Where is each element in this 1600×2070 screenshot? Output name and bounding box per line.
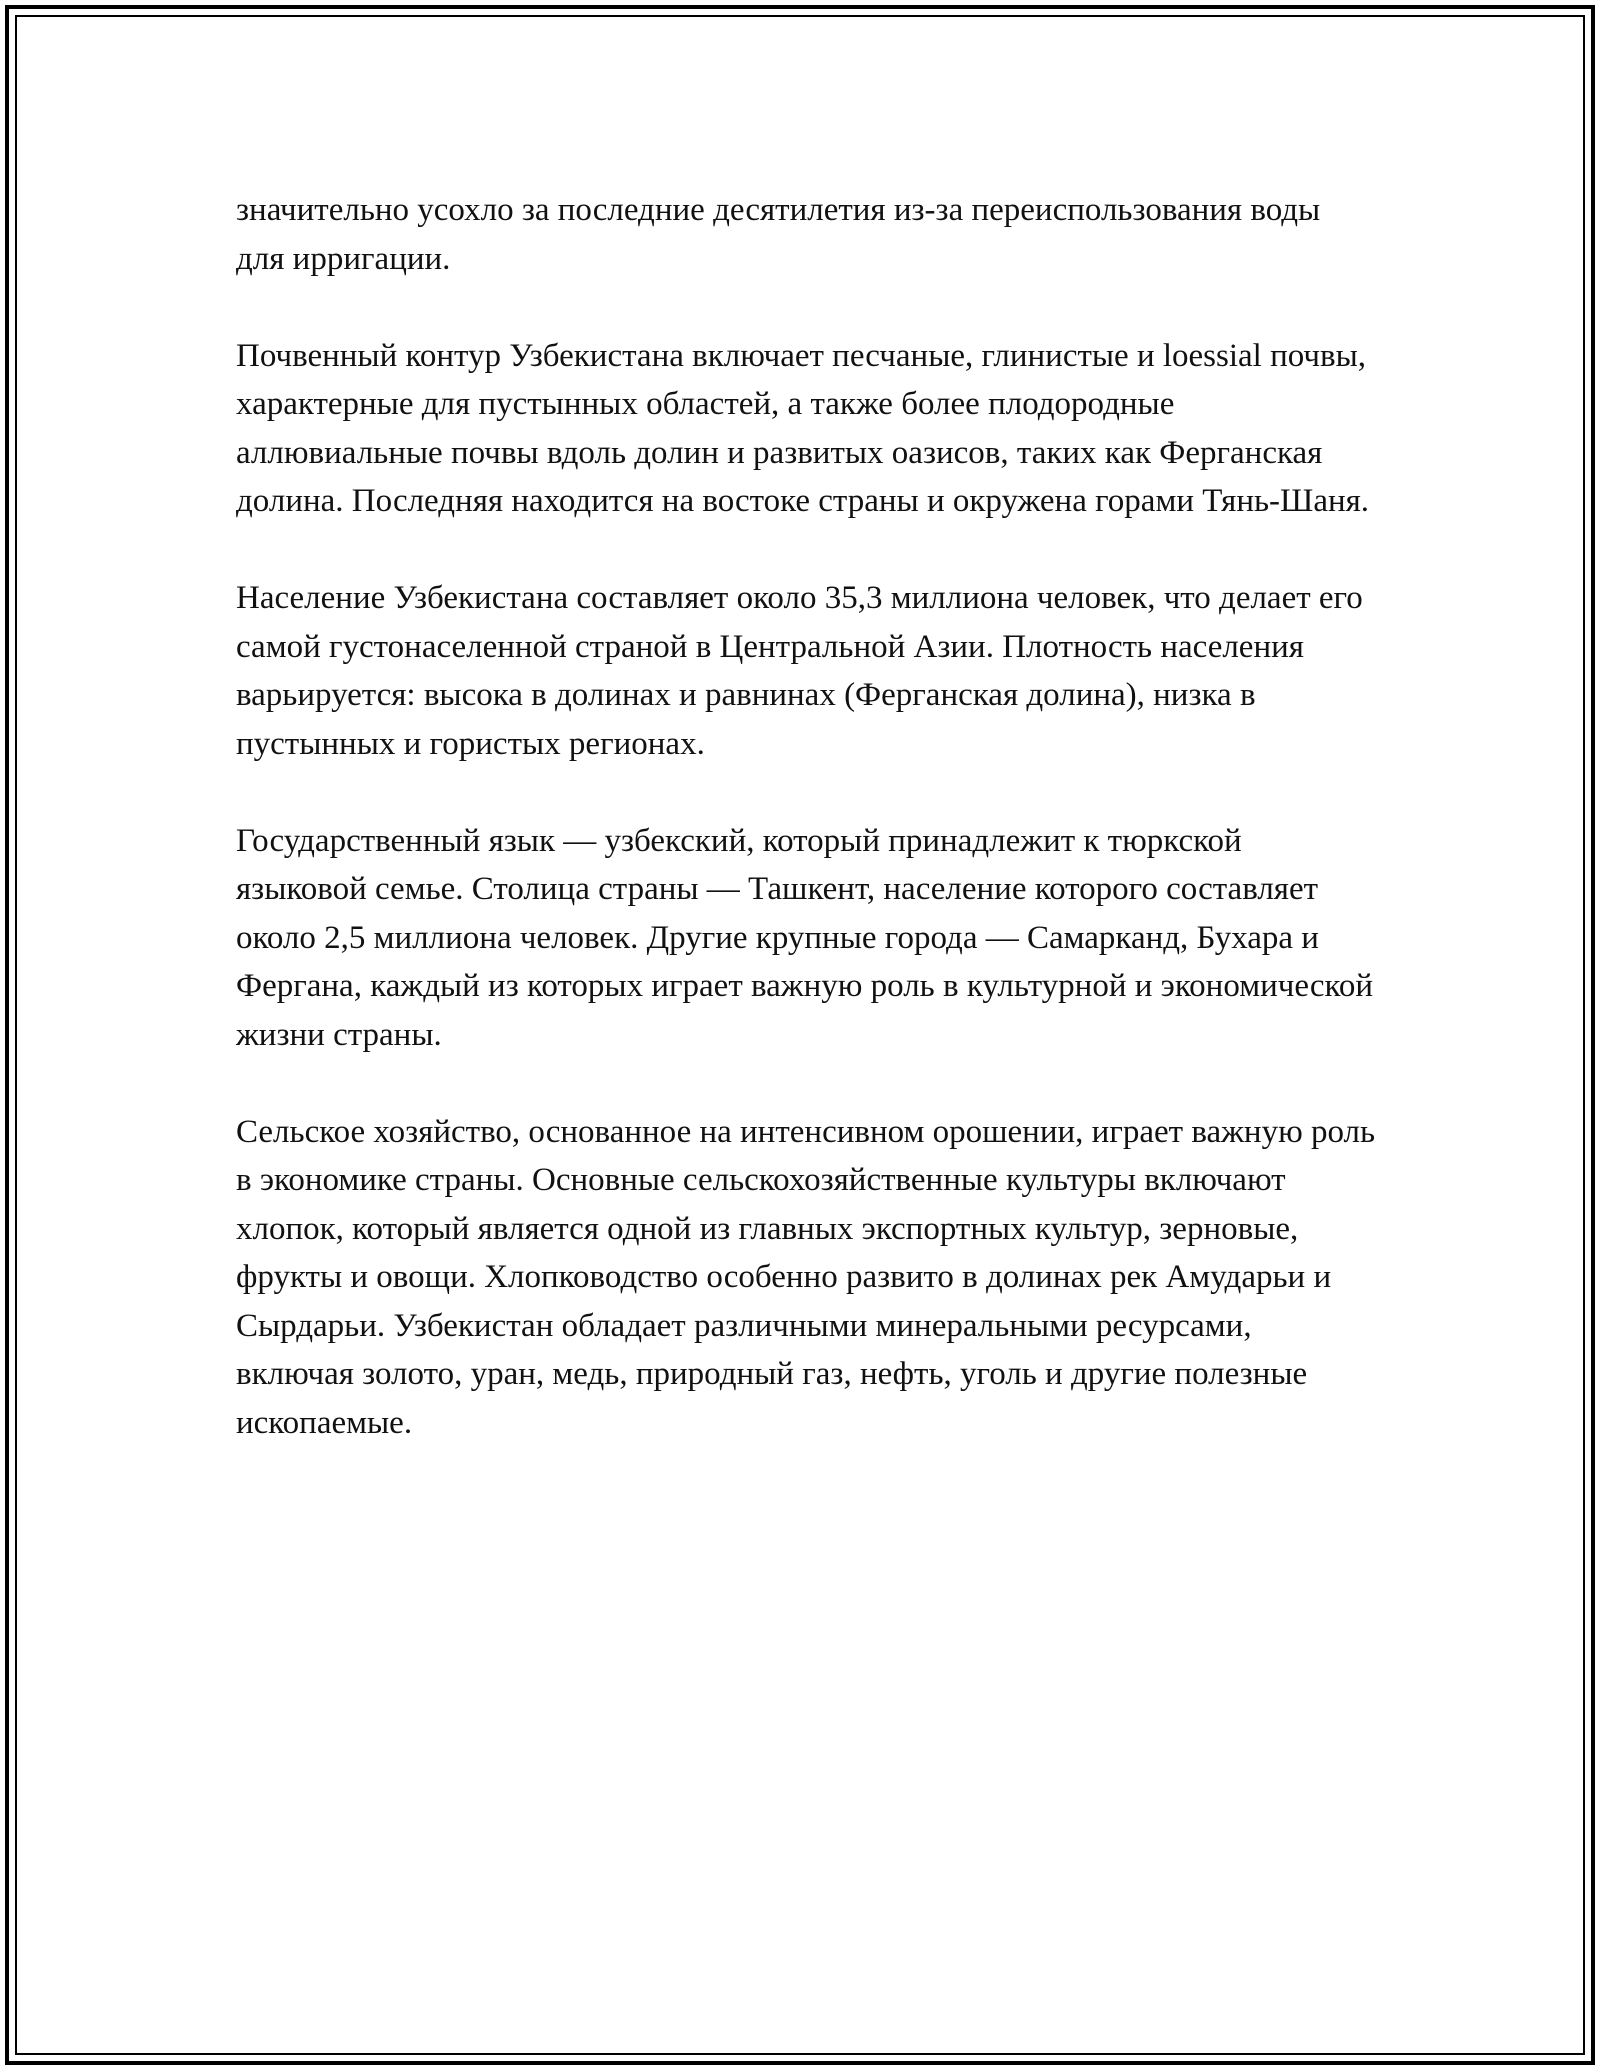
document-body	[236, 186, 1376, 1447]
paragraph-language-cities: Государственный язык — узбекский, который принадлежит к тюркской языковой семье. Столица страны — Ташкент, население которого составляет около 2,5 миллиона человек. Другие крупные города — Самарканд, Бухара и Фергана, каждый из которых играет важную роль в культурной и экономической жизни страны.	[236, 822, 1373, 1053]
paragraph-agriculture-resources: Сельское хозяйство, основанное на интенсивном орошении, играет важную роль в экономике страны. Основные сельскохозяйственные культуры включают хлопок, который является одной из главных экспортных культур, зерновые, фрукты и овощи. Хлопководство особенно развито в долинах рек Амударьи и Сырдарьи. Узбекистан обладает различными минеральными ресурсами, включая золото, уран, медь, природный газ, нефть, уголь и другие полезные ископаемые.	[236, 1113, 1376, 1441]
paragraph-population: Население Узбекистана составляет около 35,3 миллиона человек, что делает его самой густонаселенной страной в Центральной Азии. Плотность населения варьируется: высока в долинах и равнинах (Ферганская долина), низка в пустынных и гористых регионах.	[236, 580, 1363, 762]
paragraph-irrigation: значительно усохло за последние десятилетия из-за переиспользования воды для ирригации.	[236, 192, 1321, 277]
paragraph-soils: Почвенный контур Узбекистана включает песчаные, глинистые и loessial почвы, характерные для пустынных областей, а также более плодородные аллювиальные почвы вдоль долин и развитых оазисов, таких как Ферганская долина. Последняя находится на востоке страны и окружена горами Тянь-Шаня.	[236, 337, 1370, 519]
